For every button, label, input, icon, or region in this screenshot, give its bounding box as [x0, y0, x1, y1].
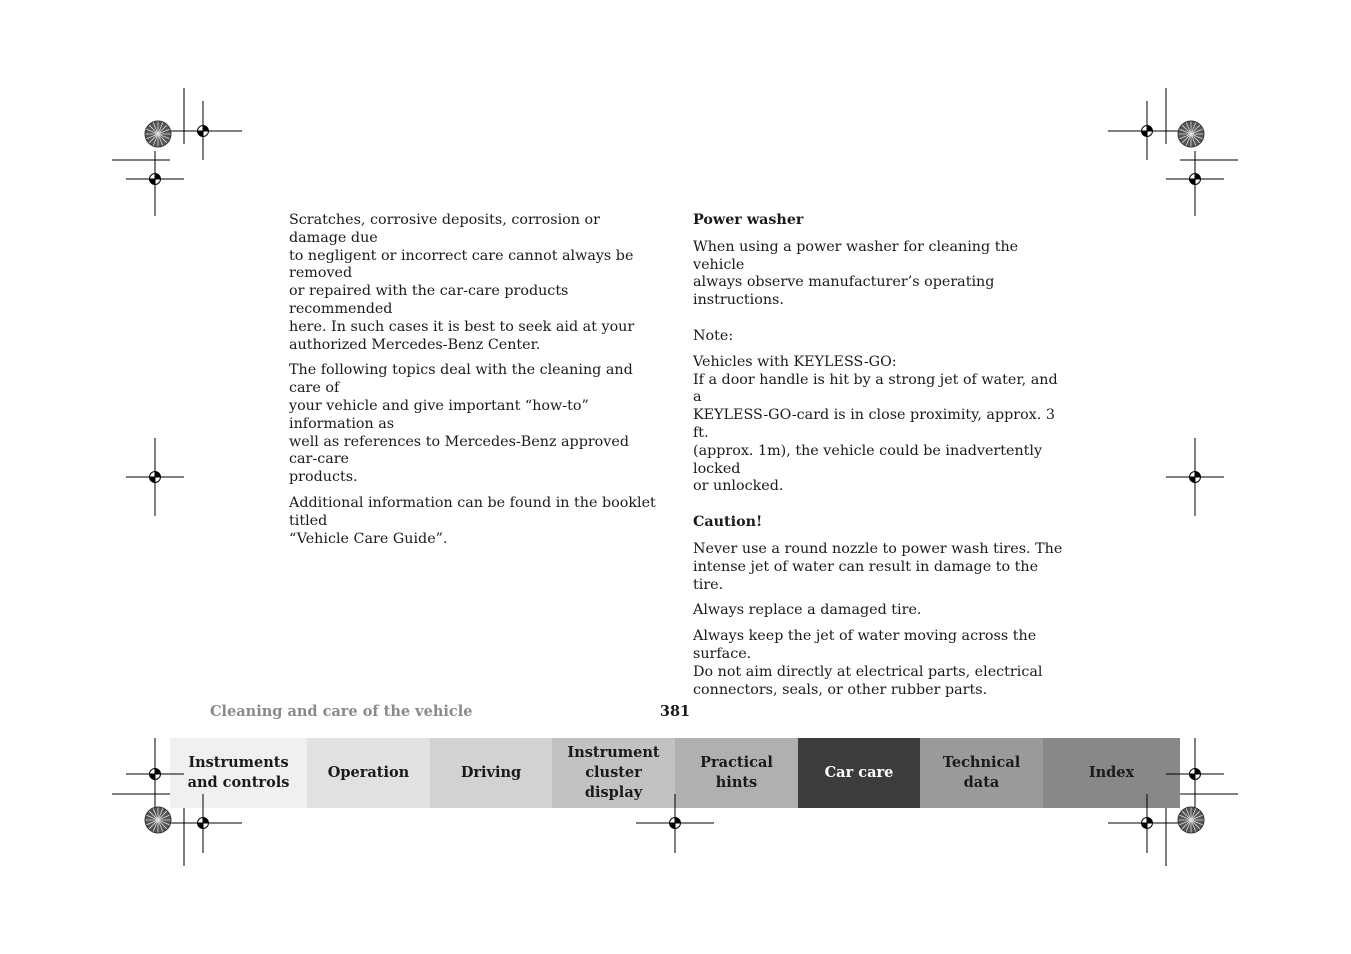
star-target-icon [1178, 807, 1204, 833]
section-title: Cleaning and care of the vehicle [210, 703, 473, 720]
tab-operation[interactable]: Operation [307, 738, 430, 808]
registration-mark-icon [147, 766, 163, 782]
registration-mark-icon [195, 815, 211, 831]
intro-paragraph-3: Additional information can be found in the booklet titled “Vehicle Care Guide”. [289, 494, 656, 547]
intro-paragraph-2: The following topics deal with the cleaning and care of your vehicle and give important “how-to” information as well as references to Mercedes-Benz approved car-care products. [289, 362, 633, 486]
tab-driving[interactable]: Driving [430, 738, 552, 808]
tab-instrument-cluster-display[interactable]: Instrument cluster display [552, 738, 675, 808]
registration-mark-icon [1187, 171, 1203, 187]
registration-mark-icon [147, 171, 163, 187]
tab-instruments-and-controls[interactable]: Instruments and controls [170, 738, 307, 808]
tab-technical-data[interactable]: Technical data [920, 738, 1043, 808]
power-washer-heading: Power washer [693, 212, 804, 228]
registration-mark-icon [667, 815, 683, 831]
note-label: Note: [693, 327, 734, 344]
registration-mark-icon [1139, 123, 1155, 139]
caution-paragraph-1: Never use a round nozzle to power wash tires. The intense jet of water can result in damage to the tire. [693, 540, 1063, 593]
star-target-icon [145, 807, 171, 833]
registration-mark-icon [1187, 469, 1203, 485]
intro-paragraph-1: Scratches, corrosive deposits, corrosion or damage due to negligent or incorrect care cannot always be removed or repaired with the car-care products recommended here. In such cases it is best to seek aid at your authorized Mercedes-Benz Center. [289, 212, 635, 353]
caution-heading: Caution! [693, 514, 763, 531]
registration-mark-icon [147, 469, 163, 485]
caution-paragraph-3: Always keep the jet of water moving across the surface. Do not aim directly at electrical parts, electrical connectors, seals, or other rubber parts. [693, 628, 1043, 698]
registration-mark-icon [1187, 766, 1203, 782]
power-washer-text: When using a power washer for cleaning the vehicle always observe manufacturer’s operating instructions. [693, 238, 1019, 309]
tab-car-care[interactable]: Car care [798, 738, 920, 808]
tab-practical-hints[interactable]: Practical hints [675, 738, 798, 808]
star-target-icon [1178, 121, 1204, 147]
tab-index[interactable]: Index [1043, 738, 1180, 808]
note-text: Vehicles with KEYLESS-GO: If a door handle is hit by a strong jet of water, and a KEYLESS-GO-card is in close proximity, approx. 3 ft. (approx. 1m), the vehicle could be inadvertently locked or unlocked. [693, 353, 1058, 495]
page-number: 381 [659, 703, 691, 720]
registration-mark-icon [1139, 815, 1155, 831]
registration-mark-icon [195, 123, 211, 139]
star-target-icon [145, 121, 171, 147]
caution-paragraph-2: Always replace a damaged tire. [693, 602, 922, 619]
